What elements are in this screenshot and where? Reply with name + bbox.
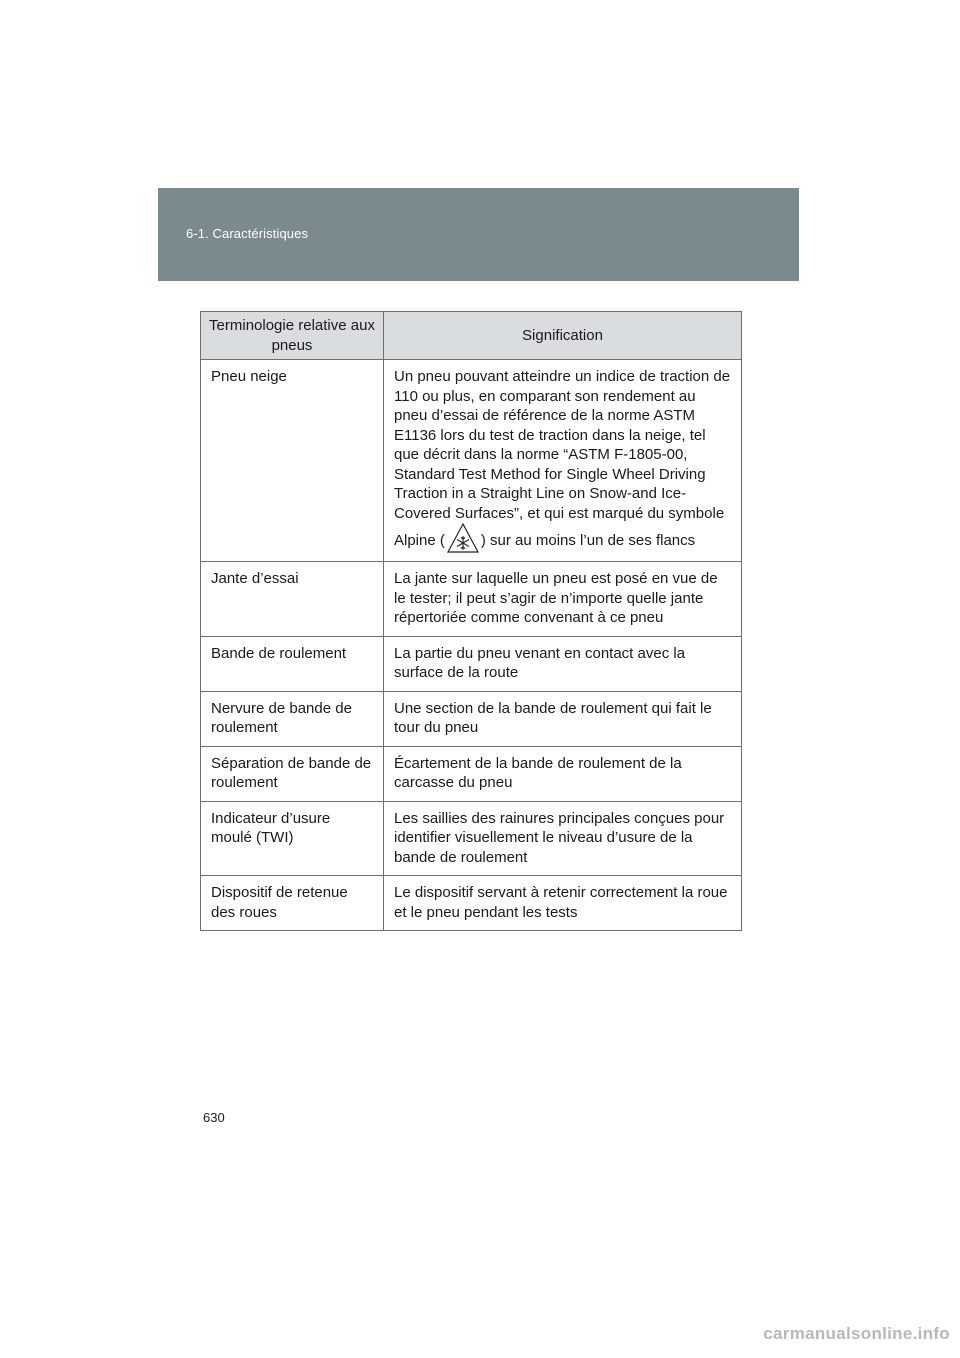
column-header-meaning: Signification bbox=[384, 312, 742, 360]
table-row bbox=[201, 691, 742, 746]
table-row bbox=[201, 801, 742, 876]
meaning-cell: Écartement de la bande de roulement de la carcasse du pneu bbox=[384, 746, 742, 801]
term-cell: Bande de roulement bbox=[201, 636, 384, 691]
term-cell: Pneu neige bbox=[201, 360, 384, 562]
section-header-band bbox=[158, 188, 799, 281]
table-row bbox=[201, 360, 742, 562]
meaning-cell: Le dispositif servant à retenir correctement la roue et le pneu pendant les tests bbox=[384, 876, 742, 931]
watermark-logo: carmanualsonline.info bbox=[763, 1324, 950, 1343]
meaning-cell: La partie du pneu venant en contact avec la surface de la route bbox=[384, 636, 742, 691]
meaning-text: ) sur au moins l’un de ses flancs bbox=[480, 532, 696, 549]
term-cell: Nervure de bande de roulement bbox=[201, 691, 384, 746]
alpine-snowflake-icon bbox=[446, 523, 480, 553]
table-row bbox=[201, 562, 742, 637]
table-row bbox=[201, 876, 742, 931]
meaning-text: Un pneu pouvant atteindre un indice de traction de 110 ou plus, en comparant son rendement au pneu d’essai de référence de la norme ASTM E1136 lors du test de traction dans la neige, tel que décrit dans la norme “ASTM F-1805-00, Standard Test Method for Single Wheel Driving Traction in a Straight Line on Snow-and Ice-Covered Surfaces”, et qui est marqué du symbole Alpine ( bbox=[394, 368, 731, 549]
meaning-cell: La jante sur laquelle un pneu est posé en vue de le tester; il peut s’agir de n’importe quelle jante répertoriée comme convenant à ce pneu bbox=[384, 562, 742, 637]
term-cell: Dispositif de retenue des roues bbox=[201, 876, 384, 931]
tire-terminology-table bbox=[200, 311, 742, 931]
table-row bbox=[201, 636, 742, 691]
table-row bbox=[201, 746, 742, 801]
column-header-term: Terminologie relative aux pneus bbox=[201, 312, 384, 360]
table-header-row bbox=[201, 312, 742, 360]
meaning-cell: Les saillies des rainures principales conçues pour identifier visuellement le niveau d’usure de la bande de roulement bbox=[384, 801, 742, 876]
term-cell: Séparation de bande de roulement bbox=[201, 746, 384, 801]
meaning-cell bbox=[384, 360, 742, 562]
term-cell: Indicateur d’usure moulé (TWI) bbox=[201, 801, 384, 876]
page-number: 630 bbox=[203, 1110, 225, 1125]
meaning-cell: Une section de la bande de roulement qui fait le tour du pneu bbox=[384, 691, 742, 746]
section-title: 6-1. Caractéristiques bbox=[186, 226, 309, 241]
term-cell: Jante d’essai bbox=[201, 562, 384, 637]
